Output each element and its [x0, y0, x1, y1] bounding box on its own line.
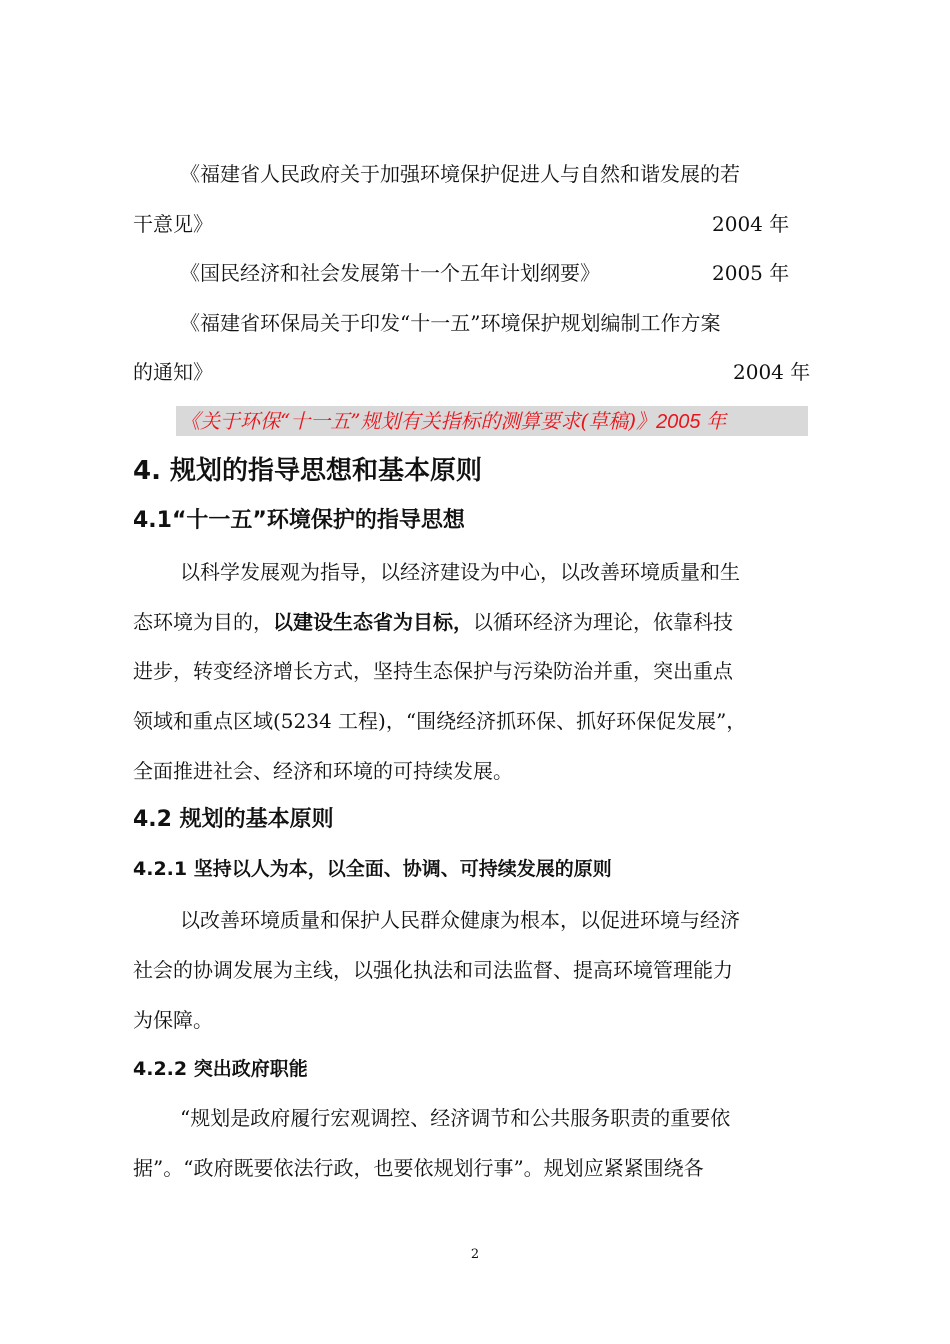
reference-3-line-1: 《福建省环保局关于印发“十一五”环境保护规划编制工作方案 [180, 311, 721, 335]
para-4-2-1-line-2: 社会的协调发展为主线，以强化执法和司法监督、提高环境管理能力 [133, 958, 733, 982]
reference-2-line-1: 《国民经济和社会发展第十一个五年计划纲要》 [180, 261, 600, 285]
page-number: 2 [470, 1247, 480, 1262]
para-4-1-line-2 [133, 609, 823, 635]
reference-3-line-2: 的通知》 [133, 360, 213, 384]
para-4-1-line-1: 以科学发展观为指导，以经济建设为中心，以改善环境质量和生 [180, 560, 740, 584]
reference-4-year: 2005 年 [656, 411, 727, 433]
reference-4-title: 《关于环保“十一五”规划有关指标的测算要求(草稿)》 [180, 409, 657, 433]
section-heading-4: 4. 规划的指导思想和基本原则 [133, 456, 483, 486]
reference-4-highlighted [180, 408, 726, 435]
para-4-2-1-line-3: 为保障。 [133, 1008, 213, 1032]
para-4-1-line-4: 领域和重点区域(5234 工程)，“围绕经济抓环保、抓好环保促发展”， [133, 709, 747, 733]
reference-1-year: 2004 年 [712, 212, 790, 236]
reference-1-line-2: 干意见》 [133, 212, 213, 236]
reference-2-year: 2005 年 [712, 261, 790, 285]
para-4-1-line-2-start: 态环境为目的， [133, 610, 273, 634]
para-4-1-line-2-end: 以循环经济为理论，依靠科技 [473, 610, 733, 634]
section-heading-4-2: 4.2 规划的基本原则 [133, 807, 334, 832]
para-4-2-1-line-1: 以改善环境质量和保护人民群众健康为根本，以促进环境与经济 [180, 908, 740, 932]
section-heading-4-2-1: 4.2.1 坚持以人为本，以全面、协调、可持续发展的原则 [133, 858, 612, 880]
section-heading-4-2-2: 4.2.2 突出政府职能 [133, 1058, 308, 1080]
para-4-1-bold-phrase: 以建设生态省为目标， [273, 610, 473, 634]
reference-1-line-1: 《福建省人民政府关于加强环境保护促进人与自然和谐发展的若 [180, 162, 740, 186]
para-4-1-line-3: 进步，转变经济增长方式，坚持生态保护与污染防治并重，突出重点 [133, 659, 733, 683]
reference-3-year: 2004 年 [733, 360, 811, 384]
section-heading-4-1: 4.1“十一五”环境保护的指导思想 [133, 508, 465, 533]
para-4-2-2-line-2: 据”。“政府既要依法行政，也要依规划行事”。规划应紧紧围绕各 [133, 1156, 704, 1180]
para-4-2-2-line-1: “规划是政府履行宏观调控、经济调节和公共服务职责的重要依 [180, 1106, 731, 1130]
para-4-1-line-5: 全面推进社会、经济和环境的可持续发展。 [133, 759, 513, 783]
